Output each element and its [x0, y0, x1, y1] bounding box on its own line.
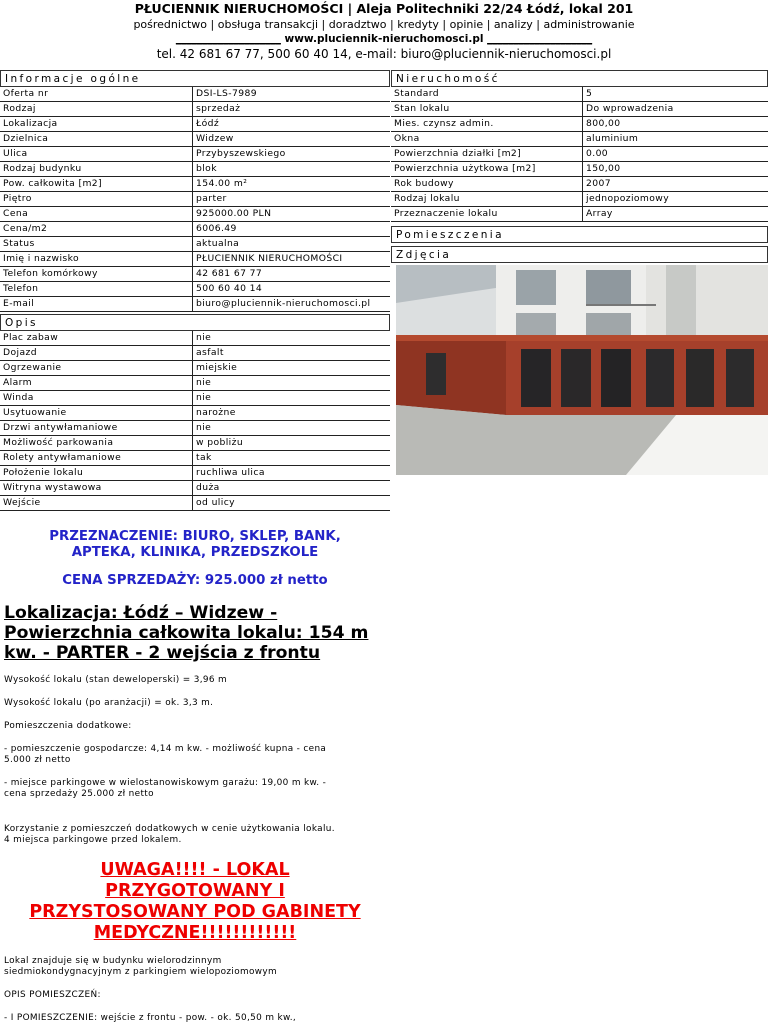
- field-label: Witryna wystawowa: [0, 481, 192, 496]
- rooms-description-label: OPIS POMIESZCZEŃ:: [4, 990, 101, 1000]
- general-info-row: [0, 207, 390, 222]
- location-line-3: kw. - PARTER - 2 wejścia z frontu: [4, 643, 321, 663]
- field-value: duża: [192, 481, 390, 496]
- property-row: [391, 162, 768, 177]
- field-label: Oferta nr: [0, 87, 192, 102]
- property-row: [391, 207, 768, 222]
- field-label: Cena: [0, 207, 192, 222]
- field-value: sprzedaż: [192, 102, 390, 117]
- field-value: Do wprowadzenia: [582, 102, 768, 117]
- field-value: od ulicy: [192, 496, 390, 511]
- field-label: Położenie lokalu: [0, 466, 192, 481]
- property-row: [391, 147, 768, 162]
- field-label: Okna: [391, 132, 582, 147]
- room-1-text: - I POMIESZCZENIE: wejście z frontu - pow. - ok. 50,50 m kw.,: [4, 1013, 297, 1023]
- field-value: 6006.49: [192, 222, 390, 237]
- medical-warning: [0, 860, 390, 944]
- field-label: Status: [0, 237, 192, 252]
- building-text: [0, 956, 390, 978]
- field-label: Powierzchnia działki [m2]: [391, 147, 582, 162]
- field-value: 2007: [582, 177, 768, 192]
- field-value: 150,00: [582, 162, 768, 177]
- field-label: Usytuowanie: [0, 406, 192, 421]
- field-value: tak: [192, 451, 390, 466]
- extra-usage-text: [0, 824, 390, 846]
- field-value: w pobliżu: [192, 436, 390, 451]
- general-info-row: [0, 162, 390, 177]
- property-row: [391, 102, 768, 117]
- property-photo[interactable]: [396, 265, 768, 475]
- description-row: [0, 391, 390, 406]
- field-value: ruchliwa ulica: [192, 466, 390, 481]
- description-row: [0, 376, 390, 391]
- field-value: biuro@pluciennik-nieruchomosci.pl: [192, 297, 390, 312]
- parking-space-text: [0, 778, 390, 800]
- warning-line-3: PRZYSTOSOWANY POD GABINETY: [29, 902, 361, 922]
- description-table: [0, 331, 390, 511]
- field-label: Pow. całkowita [m2]: [0, 177, 192, 192]
- general-info-row: [0, 192, 390, 207]
- general-info-row: [0, 87, 390, 102]
- field-value: nie: [192, 391, 390, 406]
- website-link[interactable]: www.pluciennik-nieruchomosci.pl: [284, 33, 484, 45]
- warning-line-2: PRZYGOTOWANY I: [105, 881, 285, 901]
- field-label: Winda: [0, 391, 192, 406]
- field-value: miejskie: [192, 361, 390, 376]
- warning-line-1: UWAGA!!!! - LOKAL: [100, 860, 290, 880]
- general-info-row: [0, 237, 390, 252]
- field-label: Ulica: [0, 147, 192, 162]
- general-info-header: Informacje ogólne: [0, 70, 390, 87]
- field-value: aktualna: [192, 237, 390, 252]
- field-label: Możliwość parkowania: [0, 436, 192, 451]
- field-value: Array: [582, 207, 768, 222]
- underline-left: ____________________: [175, 33, 281, 45]
- field-value: jednopoziomowy: [582, 192, 768, 207]
- field-label: Cena/m2: [0, 222, 192, 237]
- field-label: Stan lokalu: [391, 102, 582, 117]
- general-info-row: [0, 222, 390, 237]
- building-line-1: Lokal znajduje się w budynku wielorodzinnym: [4, 956, 222, 966]
- field-label: Plac zabaw: [0, 331, 192, 346]
- left-column: [0, 70, 390, 1024]
- field-value: nie: [192, 376, 390, 391]
- field-value: nie: [192, 331, 390, 346]
- site-header: [0, 0, 768, 63]
- field-value: PŁUCIENNIK NIERUCHOMOŚCI: [192, 252, 390, 267]
- extra-rooms-label: Pomieszczenia dodatkowe:: [4, 721, 132, 731]
- field-label: Rolety antywłamaniowe: [0, 451, 192, 466]
- usage-line-2: 4 miejsca parkingowe przed lokalem.: [4, 835, 182, 845]
- field-label: Drzwi antywłamaniowe: [0, 421, 192, 436]
- description-row: [0, 406, 390, 421]
- field-label: Dzielnica: [0, 132, 192, 147]
- field-label: Piętro: [0, 192, 192, 207]
- field-label: Rodzaj: [0, 102, 192, 117]
- usage-line-1: Korzystanie z pomieszczeń dodatkowych w cenie użytkowania lokalu.: [4, 824, 335, 834]
- field-label: Telefon: [0, 282, 192, 297]
- description-row: [0, 481, 390, 496]
- field-label: Wejście: [0, 496, 192, 511]
- general-info-row: [0, 117, 390, 132]
- description-row: [0, 361, 390, 376]
- description-row: [0, 436, 390, 451]
- general-info-table: [0, 87, 390, 312]
- purpose-heading: [0, 529, 390, 561]
- purpose-line-1: PRZEZNACZENIE: BIURO, SKLEP, BANK,: [49, 529, 341, 544]
- field-value: Przybyszewskiego: [192, 147, 390, 162]
- field-label: Dojazd: [0, 346, 192, 361]
- general-info-row: [0, 297, 390, 312]
- field-label: Alarm: [0, 376, 192, 391]
- field-label: E-mail: [0, 297, 192, 312]
- sale-price: CENA SPRZEDAŻY: 925.000 zł netto: [62, 573, 328, 588]
- storage-line-2: 5.000 zł netto: [4, 755, 71, 765]
- field-label: Mies. czynsz admin.: [391, 117, 582, 132]
- property-row: [391, 87, 768, 102]
- property-row: [391, 177, 768, 192]
- field-label: Rok budowy: [391, 177, 582, 192]
- warning-line-4: MEDYCZNE!!!!!!!!!!!!: [93, 923, 297, 943]
- purpose-line-2: APTEKA, KLINIKA, PRZEDSZKOLE: [71, 545, 319, 560]
- property-row: [391, 132, 768, 147]
- rooms-header: Pomieszczenia: [391, 226, 768, 243]
- field-value: aluminium: [582, 132, 768, 147]
- storage-line-1: - pomieszczenie gospodarcze: 4,14 m kw. - możliwość kupna - cena: [4, 744, 327, 754]
- field-value: asfalt: [192, 346, 390, 361]
- general-info-row: [0, 282, 390, 297]
- height-developer: Wysokość lokalu (stan deweloperski) = 3,96 m: [4, 675, 228, 685]
- field-value: nie: [192, 421, 390, 436]
- description-row: [0, 331, 390, 346]
- location-line-2: Powierzchnia całkowita lokalu: 154 m: [4, 623, 369, 643]
- description-row: [0, 496, 390, 511]
- building-photo-image: [396, 265, 768, 475]
- general-info-row: [0, 102, 390, 117]
- photos-header: Zdjęcia: [391, 246, 768, 263]
- property-table: [391, 87, 768, 222]
- storage-room-text: [0, 744, 390, 766]
- property-row: [391, 117, 768, 132]
- field-value: 0.00: [582, 147, 768, 162]
- description-row: [0, 466, 390, 481]
- field-value: parter: [192, 192, 390, 207]
- field-label: Standard: [391, 87, 582, 102]
- field-label: Powierzchnia użytkowa [m2]: [391, 162, 582, 177]
- location-line-1: Lokalizacja: Łódź – Widzew -: [4, 603, 278, 623]
- field-value: 800,00: [582, 117, 768, 132]
- height-arranged: Wysokość lokalu (po aranżacji) = ok. 3,3 m.: [4, 698, 214, 708]
- general-info-row: [0, 147, 390, 162]
- field-value: 925000.00 PLN: [192, 207, 390, 222]
- field-label: Ogrzewanie: [0, 361, 192, 376]
- description-row: [0, 451, 390, 466]
- general-info-row: [0, 267, 390, 282]
- property-header: Nieruchomość: [391, 70, 768, 87]
- field-label: Rodzaj budynku: [0, 162, 192, 177]
- field-value: DSI-LS-7989: [192, 87, 390, 102]
- general-info-row: [0, 252, 390, 267]
- agency-title: PŁUCIENNIK NIERUCHOMOŚCI | Aleja Politechniki 22/24 Łódź, lokal 201: [134, 1, 634, 16]
- field-value: blok: [192, 162, 390, 177]
- website-line: [0, 32, 768, 46]
- description-row: [0, 421, 390, 436]
- field-label: Przeznaczenie lokalu: [391, 207, 582, 222]
- right-column: [391, 70, 768, 475]
- building-line-2: siedmiokondygnacyjnym z parkingiem wielopoziomowym: [4, 967, 278, 977]
- field-label: Lokalizacja: [0, 117, 192, 132]
- field-value: Widzew: [192, 132, 390, 147]
- field-value: 154.00 m²: [192, 177, 390, 192]
- description-header: Opis: [0, 314, 390, 331]
- field-value: narożne: [192, 406, 390, 421]
- contact-line: tel. 42 681 67 77, 500 60 40 14, e-mail: biuro@pluciennik-nieruchomosci.pl: [156, 47, 612, 61]
- field-value: 500 60 40 14: [192, 282, 390, 297]
- general-info-row: [0, 177, 390, 192]
- field-label: Rodzaj lokalu: [391, 192, 582, 207]
- field-value: Łódź: [192, 117, 390, 132]
- parking-line-1: - miejsce parkingowe w wielostanowiskowym garażu: 19,00 m kw. -: [4, 778, 327, 788]
- field-label: Imię i nazwisko: [0, 252, 192, 267]
- underline-right: ____________________: [487, 33, 593, 45]
- field-value: 42 681 67 77: [192, 267, 390, 282]
- general-info-row: [0, 132, 390, 147]
- field-value: 5: [582, 87, 768, 102]
- property-row: [391, 192, 768, 207]
- services-line: pośrednictwo | obsługa transakcji | doradztwo | kredyty | opinie | analizy | administrowanie: [133, 18, 635, 31]
- location-heading: [0, 603, 390, 663]
- field-label: Telefon komórkowy: [0, 267, 192, 282]
- parking-line-2: cena sprzedaży 25.000 zł netto: [4, 789, 154, 799]
- description-row: [0, 346, 390, 361]
